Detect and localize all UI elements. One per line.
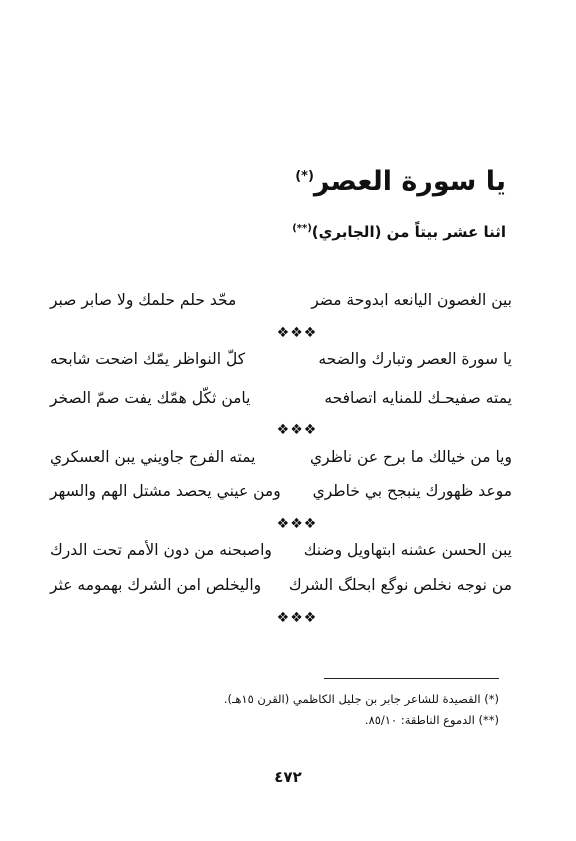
stanza-separator: ❖❖❖ <box>276 422 318 438</box>
verse-second-hemistich: واليخلص امن الشرك بهمومه عثر <box>50 576 262 594</box>
stanza-separator: ❖❖❖ <box>276 610 318 626</box>
verse-second-hemistich: يامن ثكّل همّك يفت صمّ الصخر <box>50 389 251 407</box>
verse-line <box>50 478 512 504</box>
stanza-separator: ❖❖❖ <box>276 516 318 532</box>
stanza-separator: ❖❖❖ <box>276 325 318 341</box>
verse-line <box>50 572 512 598</box>
verse-first-hemistich: من نوجه نخلص نوگع ابحلگ الشرك <box>288 576 512 594</box>
verse-first-hemistich: يبن الحسن عشنه ابتهاويل وضنك <box>303 541 512 559</box>
footnote: (*) القصيدة للشاعر جابر بن جليل الكاظمي (القرن ١٥هـ). <box>223 692 499 706</box>
verse-line <box>50 385 512 411</box>
verse-second-hemistich: ومن عيني يحصد مشتل الهم والسهر <box>50 482 281 500</box>
verse-first-hemistich: موعد ظهورك ينبجح بي خاطري <box>312 482 512 500</box>
verse-first-hemistich: ويا من خيالك ما برح عن ناظري <box>310 448 512 466</box>
verse-first-hemistich: بين الغصون اليانعه ابدوحة مضر <box>311 291 512 309</box>
verse-line <box>50 287 512 313</box>
footnote-divider <box>324 678 499 679</box>
poem-subtitle <box>292 224 506 240</box>
footnote: (**) الدموع الناطقة: ٨٥/١٠. <box>364 713 499 727</box>
title-footnote-marker: (*) <box>295 169 314 184</box>
verse-line <box>50 537 512 563</box>
verse-first-hemistich: يا سورة العصر وتبارك والضحه <box>318 350 512 368</box>
poem-subtitle-text: اثنا عشر بيتاً من (الجابري) <box>311 223 506 241</box>
verse-second-hemistich: يمته الفرج جاويني يبن العسكري <box>50 448 256 466</box>
page-number: ٤٧٢ <box>274 768 302 786</box>
verse-line <box>50 346 512 372</box>
verse-line <box>50 444 512 470</box>
verse-first-hemistich: يمته صفيحـك للمنايه اتصافحه <box>324 389 512 407</box>
subtitle-footnote-marker: (**) <box>292 223 312 234</box>
verse-second-hemistich: كلّ النواظر يمّك اضحت شابحه <box>50 350 246 368</box>
verse-second-hemistich: محّد حلم حلمك ولا صابر صبر <box>50 291 237 309</box>
verse-second-hemistich: واصبحنه من دون الأمم تحت الدرك <box>50 541 272 559</box>
poem-title <box>295 168 506 195</box>
poem-title-text: يا سورة العصر <box>313 166 506 197</box>
